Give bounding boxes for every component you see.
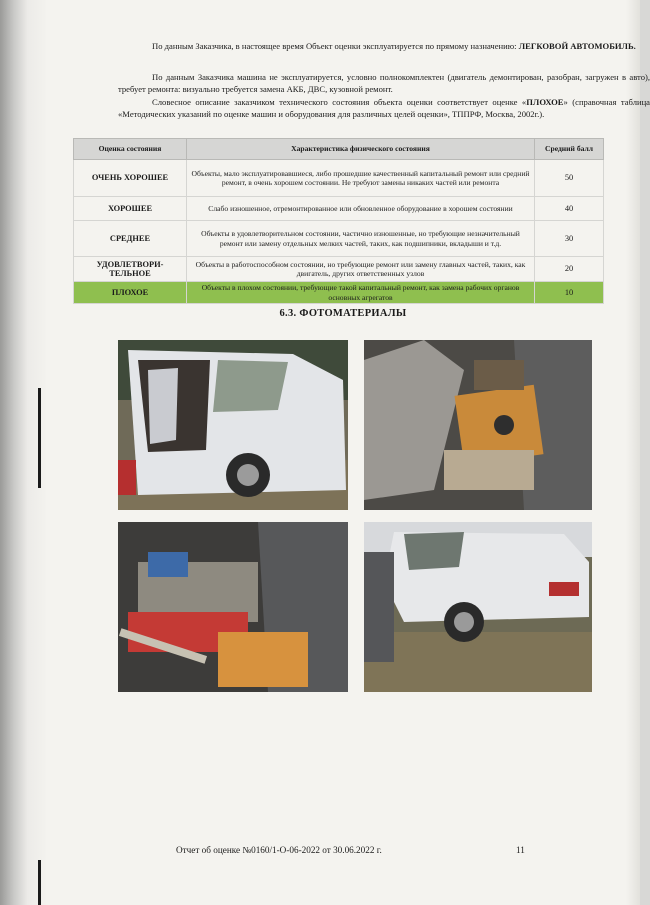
footer-report-reference: Отчет об оценке №0160/1-О-06-2022 от 30.06.2022 г.	[176, 845, 382, 855]
score-cell: 30	[535, 221, 604, 257]
page-number: 11	[516, 845, 525, 855]
paragraph-assessment-b: » (справочная таблица «Методических указаний по оценке машин и оборудования для различных целей оценки», ТППРФ, Москва, 2002г.).	[118, 97, 650, 120]
page-edge	[626, 0, 640, 905]
grade-cell: УДОВЛЕТВОРИ-ТЕЛЬНОЕ	[74, 257, 187, 282]
paragraph-assessment-bold: ПЛОХОЕ	[526, 97, 564, 107]
score-cell: 40	[535, 197, 604, 221]
table-header: Оценка состояния	[74, 139, 187, 160]
table-row	[74, 257, 604, 282]
table-header: Характеристика физического состояния	[187, 139, 535, 160]
paragraph-assessment-a: Словесное описание заказчиком технического состояния объекта оценки соответствует оценке «	[152, 97, 527, 107]
table-header-row	[74, 139, 604, 160]
document-page	[46, 0, 650, 905]
score-cell: 10	[535, 282, 604, 304]
grade-cell: ПЛОХОЕ	[74, 282, 187, 304]
binding-mark	[38, 860, 41, 905]
score-cell: 50	[535, 160, 604, 197]
description-cell: Объекты в плохом состоянии, требующие такой капитальный ремонт, как замена рабочих органов основных агрегатов	[187, 282, 535, 304]
score-cell: 20	[535, 257, 604, 282]
grade-cell: ХОРОШЕЕ	[74, 197, 187, 221]
photo-car-open-door	[118, 340, 348, 510]
table-row-highlighted	[74, 282, 604, 304]
table-row	[74, 221, 604, 257]
table-header: Средний балл	[535, 139, 604, 160]
condition-table	[73, 138, 604, 304]
description-cell: Объекты, мало эксплуатировавшиеся, либо прошедшие качественный капитальный ремонт или средний ремонт, в очень хорошем состоянии. Не требуют замены никаких частей или ремонта	[187, 160, 535, 197]
binding-edge	[0, 0, 46, 905]
paragraph-usage-text: По данным Заказчика, в настоящее время Объект оценки эксплуатируется по прямому назначению:	[152, 41, 519, 51]
photo-engine-in-interior	[364, 340, 592, 510]
binding-mark	[38, 388, 41, 488]
paragraph-usage-bold: ЛЕГКОВОЙ АВТОМОБИЛЬ.	[518, 41, 636, 51]
description-cell: Объекты в удовлетворительном состоянии, частично изношенные, но требующие незначительный ремонт или замену отдельных мелких частей, таких, как подшипники, вкладыши и т.д.	[187, 221, 535, 257]
paragraph-usage	[118, 40, 650, 52]
paragraph-condition: По данным Заказчика машина не эксплуатируется, условно полнокомплектен (двигатель демонтирован, разобран, загружен в авто), требует ремонта: визуально требуется замена АКБ, ДВС, кузовной ремонт.	[118, 72, 650, 95]
grade-cell: ОЧЕНЬ ХОРОШЕЕ	[74, 160, 187, 197]
paragraph-assessment	[118, 96, 650, 120]
grade-cell: СРЕДНЕЕ	[74, 221, 187, 257]
table-row	[74, 197, 604, 221]
description-cell: Объекты в работоспособном состоянии, но требующие ремонт или замену главных частей, таких, как двигатель, других ответственных узлов	[187, 257, 535, 282]
photo-car-rear	[364, 522, 592, 692]
section-title: 6.3. ФОТОМАТЕРИАЛЫ	[279, 308, 407, 319]
photo-engine-parts	[118, 522, 348, 692]
description-cell: Слабо изношенное, отремонтированное или обновленное оборудование в хорошем состоянии	[187, 197, 535, 221]
table-row	[74, 160, 604, 197]
